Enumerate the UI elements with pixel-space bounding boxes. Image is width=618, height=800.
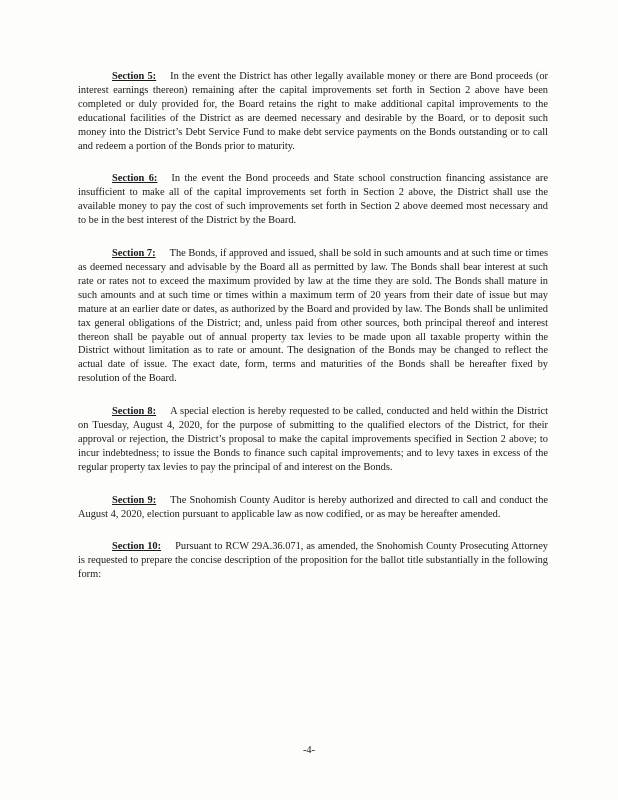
section-6-text: In the event the Bond proceeds and State school construction financing assistance are insufficient to make all of the capital improvements set forth in Section 2 above, the District shall use the available money to pay the cost of such improvements set forth in Section 2 above deemed most necessary and to be in the best interest of the District by the Board.	[78, 173, 548, 227]
section-9-text: The Snohomish County Auditor is hereby authorized and directed to call and conduct the August 4, 2020, election pursuant to applicable law as now codified, or as may be hereafter amended.	[78, 494, 548, 520]
section-7-text: The Bonds, if approved and issued, shall be sold in such amounts and at such time or times as deemed necessary and advisable by the Board all as permitted by law. The Bonds shall bear interest at such rate or rates not to exceed the maximum provided by law at the time they are sold. The Bonds shall mature in such amounts and at such time or times within a maximum term of 20 years from their date of issue but may mature at an earlier date or dates, as authorized by the Board and provided by law. The Bonds shall be unlimited tax general obligations of the District; and, unless paid from other sources, both principal thereof and interest thereon shall be payable out of annual property tax levies to be made upon all taxable property within the District without limitation as to rate or amount. The designation of the Bonds may be changed to reflect the actual date of issue. The exact date, form, terms and maturities of the Bonds shall be hereafter fixed by resolution of the Board.	[78, 248, 548, 385]
section-8-paragraph	[78, 405, 548, 475]
section-10-heading: Section 10:	[112, 541, 162, 553]
section-6-paragraph	[78, 172, 548, 228]
section-10-paragraph	[78, 540, 548, 582]
page-number: -4-	[302, 745, 316, 756]
section-5-heading: Section 5:	[112, 71, 157, 82]
section-7-paragraph	[78, 247, 548, 386]
section-9-paragraph	[78, 494, 548, 522]
section-8-text: A special election is hereby requested to be called, conducted and held within the District on Tuesday, August 4, 2020, for the purpose of submitting to the qualified electors of the District, for their approval or rejection, the District’s proposal to make the capital improvements specified in Section 2 above; to incur indebtedness; to issue the Bonds to finance such capital improvements; and to levy taxes in excess of the regular property tax levies to pay the principal of and interest on the Bonds.	[78, 406, 549, 473]
section-10-text: Pursuant to RCW 29A.36.071, as amended, the Snohomish County Prosecuting Attorney is requested to prepare the concise description of the proposition for the ballot title substantially in the following form:	[78, 541, 549, 581]
section-7-heading: Section 7:	[112, 248, 156, 260]
document-body	[78, 70, 548, 601]
section-8-heading: Section 8:	[112, 406, 157, 418]
section-5-text: In the event the District has other legally available money or there are Bond proceeds (or interest earnings thereon) remaining after the capital improvements set forth in Section 2 above have been completed or duly provided for, the Board retains the right to make additional capital improvements to the educational facilities of the District as are deemed necessary and desirable by the Board, or to deposit such money into the District’s Debt Service Fund to make debt service payments on the Bonds outstanding or to call and redeem a portion of the Bonds prior to maturity.	[78, 71, 549, 152]
section-5-paragraph	[78, 70, 548, 153]
section-6-heading: Section 6:	[112, 173, 158, 185]
section-9-heading: Section 9:	[112, 494, 157, 506]
